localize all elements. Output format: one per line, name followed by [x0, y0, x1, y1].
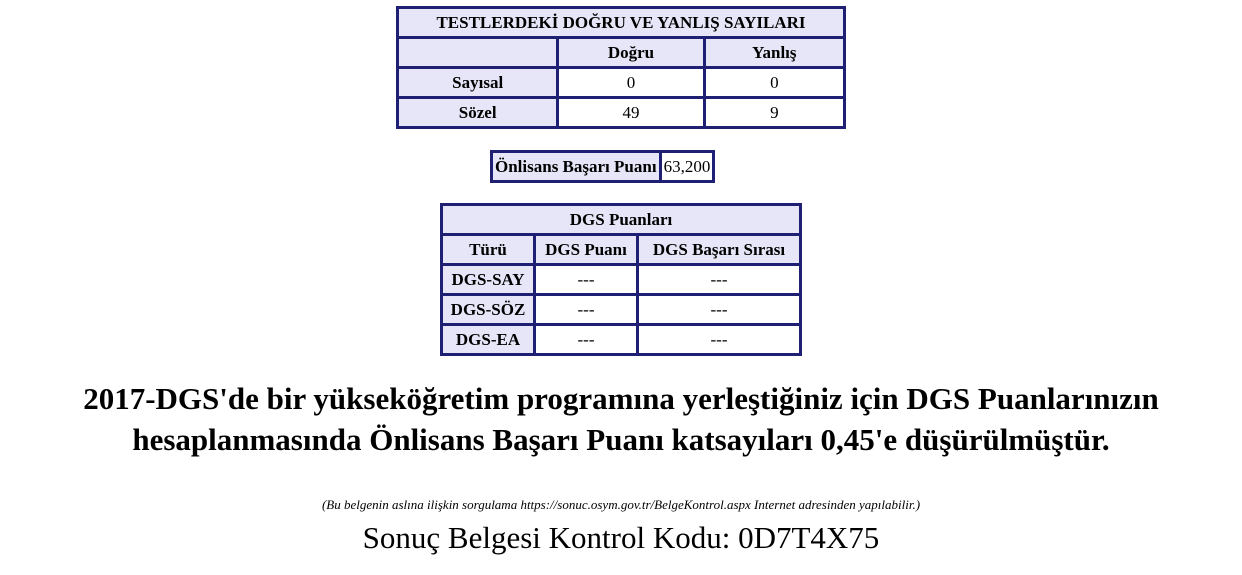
dgs-say-puan: ---: [535, 265, 638, 295]
dgs-header-sira: DGS Başarı Sırası: [638, 235, 801, 265]
dgs-say-sira: ---: [638, 265, 801, 295]
table-row: [442, 295, 801, 325]
dgs-table: [440, 203, 802, 356]
dgs-ea-puan: ---: [535, 325, 638, 355]
tests-table-header-dogru: Doğru: [558, 38, 704, 68]
dgs-table-title: DGS Puanları: [442, 205, 801, 235]
dgs-ea-sira: ---: [638, 325, 801, 355]
dgs-type-soz: DGS-SÖZ: [442, 295, 535, 325]
sozel-yanlis: 9: [704, 98, 844, 128]
table-row: [442, 325, 801, 355]
dgs-type-say: DGS-SAY: [442, 265, 535, 295]
tests-table: [396, 6, 846, 129]
dgs-header-puan: DGS Puanı: [535, 235, 638, 265]
onlisans-value: 63,200: [660, 152, 714, 182]
notice-line-2: hesaplanmasında Önlisans Başarı Puanı katsayıları 0,45'e düşürülmüştür.: [132, 422, 1110, 457]
control-code: Sonuç Belgesi Kontrol Kodu: 0D7T4X75: [362, 520, 880, 555]
row-label-sayisal: Sayısal: [398, 68, 558, 98]
tests-table-title: TESTLERDEKİ DOĞRU VE YANLIŞ SAYILARI: [398, 8, 845, 38]
sayisal-yanlis: 0: [704, 68, 844, 98]
sayisal-dogru: 0: [558, 68, 704, 98]
onlisans-label: Önlisans Başarı Puanı: [492, 152, 661, 182]
notice-text: [0, 378, 1242, 460]
table-row: [442, 265, 801, 295]
sozel-dogru: 49: [558, 98, 704, 128]
table-row: [398, 68, 845, 98]
dgs-header-turu: Türü: [442, 235, 535, 265]
verification-footnote: (Bu belgenin aslına ilişkin sorgulama https://sonuc.osym.gov.tr/BelgeKontrol.aspx Internet adresinden yapılabilir.): [321, 497, 921, 512]
tests-table-header-yanlis: Yanlış: [704, 38, 844, 68]
dgs-soz-sira: ---: [638, 295, 801, 325]
row-label-sozel: Sözel: [398, 98, 558, 128]
notice-line-1: 2017-DGS'de bir yükseköğretim programına yerleştiğiniz için DGS Puanlarınızın: [83, 381, 1159, 416]
table-row: [398, 98, 845, 128]
dgs-soz-puan: ---: [535, 295, 638, 325]
dgs-type-ea: DGS-EA: [442, 325, 535, 355]
tests-table-header-empty: [398, 38, 558, 68]
onlisans-table: [490, 150, 715, 183]
